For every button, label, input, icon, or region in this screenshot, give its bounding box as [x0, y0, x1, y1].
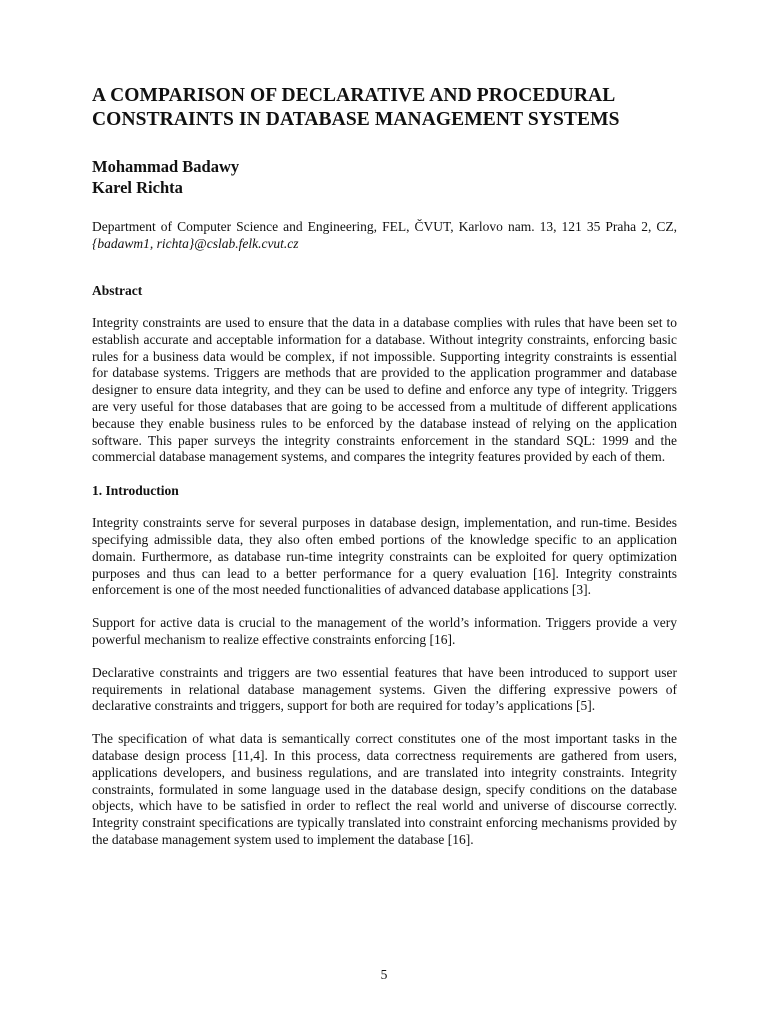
affiliation — [92, 218, 677, 252]
abstract-paragraph: Integrity constraints are used to ensure that the data in a database complies with rules that have been set to establish accurate and acceptable information for a database. Without integrity constraints, enforcing basic rules for a business data would be complex, if not impossible. Supporting integrity constraints is essential for database systems. Triggers are methods that are provided to the application programmer and database designer to ensure data integrity, and they can be used to define and enforce any type of integrity. Triggers are very useful for those databases that are going to be accessed from a multitude of different applications because they enable business rules to be enforced by the database instead of relying on the application software. This paper surveys the integrity constraints enforcement in the standard SQL: 1999 and the commercial database management systems, and compares the integrity features provided by each of them. — [92, 315, 677, 465]
body-paragraph: Declarative constraints and triggers are two essential features that have been introduced to support user requirements in relational database management systems. Given the differing expressive powers of declarative constraints and triggers, support for both are required for today’s applications [5]. — [92, 664, 677, 714]
body-paragraph: The specification of what data is semantically correct constitutes one of the most important tasks in the database design process [11,4]. In this process, data correctness requirements are gathered from users, applications developers, and business regulations, and are translated into integrity constraints. Integrity constraints, formulated in some language used in the database design, specify conditions on the database objects, which have to be satisfied in order to reflect the real world and universe of discourse correctly. Integrity constraint specifications are typically translated into constraint enforcing mechanisms provided by the database management system used to implement the database [16]. — [92, 731, 677, 847]
abstract-heading: Abstract — [92, 283, 143, 298]
paper-page — [92, 84, 677, 849]
author-name: Karel Richta — [92, 178, 183, 197]
body-paragraph: Integrity constraints serve for several purposes in database design, implementation, and run-time. Besides specifying admissible data, they also often embed portions of the knowledge specific to an application domain. Furthermore, as database run-time integrity constraints can be exploited for query optimization purposes and thus can lead to a better performance for a query evaluation [16]. Integrity constraints enforcement is one of the most needed functionalities of advanced database applications [3]. — [92, 515, 677, 598]
introduction-heading: 1. Introduction — [92, 483, 179, 499]
page-number: 5 — [380, 967, 388, 982]
author-name: Mohammad Badawy — [92, 157, 240, 176]
paper-title: A COMPARISON OF DECLARATIVE AND PROCEDURAL CONSTRAINTS IN DATABASE MANAGEMENT SYSTEMS — [92, 85, 620, 130]
body-paragraph: Support for active data is crucial to the management of the world’s information. Triggers provide a very powerful mechanism to realize effective constraints enforcing [16]. — [92, 615, 677, 647]
author-list — [92, 156, 677, 198]
affiliation-text: Department of Computer Science and Engineering, FEL, ČVUT, Karlovo nam. 13, 121 35 Praha 2, CZ, — [92, 219, 677, 234]
affiliation-emails: {badawm1, richta}@cslab.felk.cvut.cz — [92, 236, 299, 251]
